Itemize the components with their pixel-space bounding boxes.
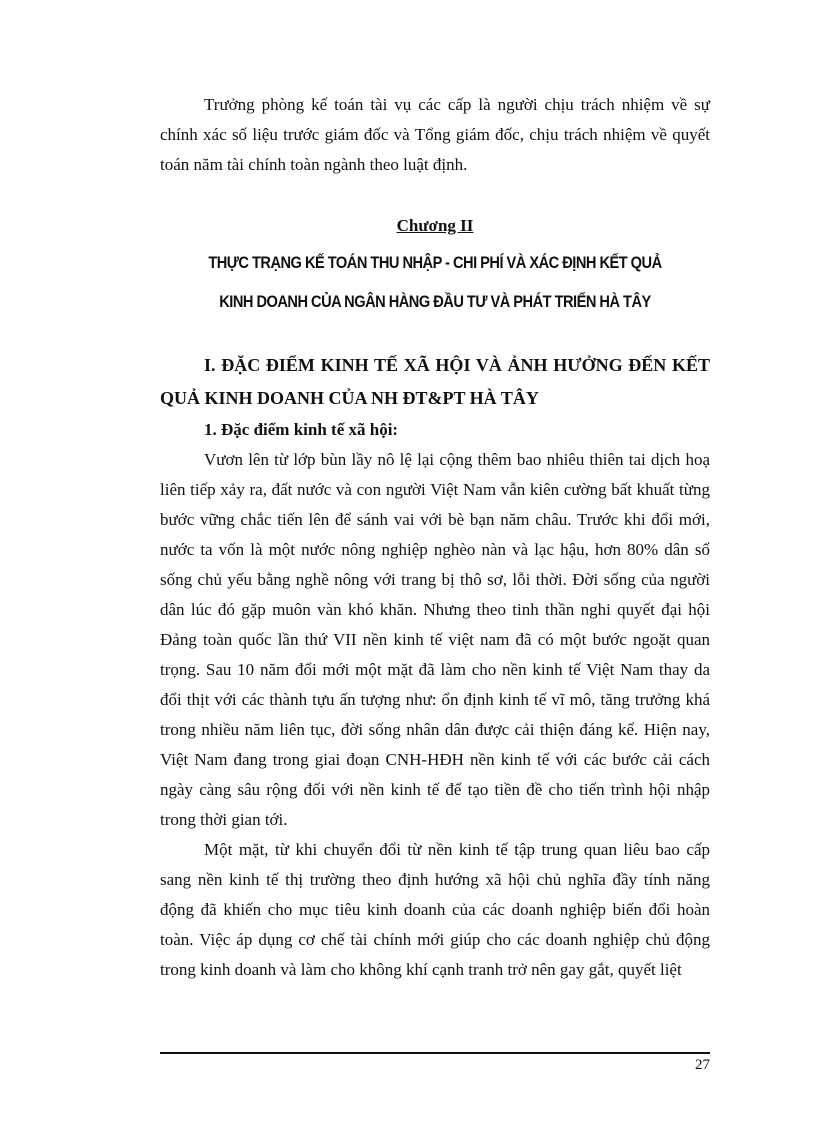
chapter-heading: Chương II [396, 216, 474, 235]
chapter-title-line-1: THỰC TRẠNG KẾ TOÁN THU NHẬP - CHI PHÍ VÀ XÁC ĐỊNH KẾT QUẢ [208, 253, 662, 272]
page-number: 27 [695, 1057, 710, 1073]
subsection-heading: 1. Đặc điểm kinh tế xã hội: [204, 420, 399, 439]
section-heading: I. ĐẶC ĐIỂM KINH TẾ XÃ HỘI VÀ ẢNH HƯỞNG ĐẾN KẾT QUẢ KINH DOANH CỦA NH ĐT&PT HÀ TÂY [160, 355, 710, 408]
body-paragraph-1: Vươn lên từ lớp bùn lầy nô lệ lại cộng thêm bao nhiêu thiên tai dịch hoạ liên tiếp xảy ra, đất nước và con người Việt Nam vẫn kiên cường bất khuất từng bước vững chắc tiến lên để sánh vai với bè bạn năm châu. Trước khi đổi mới, nước ta vốn là một nước nông nghiệp nghèo nàn và lạc hậu, hơn 80% dân số sống chủ yếu bằng nghề nông với trang bị thô sơ, lỗi thời. Đời sống của người dân lúc đó gặp muôn vàn khó khăn. Nhưng theo tinh thần nghi quyết đại hội Đảng toàn quốc lần thứ VII nền kinh tế việt nam đã có một bước ngoặt quan trọng. Sau 10 năm đổi mới một mặt đã làm cho nền kinh tế Việt Nam thay da đổi thịt với các thành tựu ấn tượng như: ổn định kinh tế vĩ mô, tăng trưởng khá trong nhiều năm liên tục, đời sống nhân dân được cải thiện đáng kể. Hiện nay, Việt Nam đang trong giai đoạn CNH-HĐH nền kinh tế với các bước cải cách ngày càng sâu rộng đối với nền kinh tế để tạo tiền đề cho tiến trình hội nhập trong thời gian tới. [160, 450, 710, 829]
chapter-title-line-2: KINH DOANH CỦA NGÂN HÀNG ĐẦU TƯ VÀ PHÁT TRIỂN HÀ TÂY [219, 292, 651, 311]
page-content [160, 90, 710, 985]
footer-divider [160, 1052, 710, 1054]
intro-paragraph: Trưởng phòng kế toán tài vụ các cấp là người chịu trách nhiệm về sự chính xác số liệu trước giám đốc và Tổng giám đốc, chịu trách nhiệm về quyết toán năm tài chính toàn ngành theo luật định. [160, 95, 710, 174]
body-paragraph-2: Một mặt, từ khi chuyển đổi từ nền kinh tế tập trung quan liêu bao cấp sang nền kinh tế thị trường theo định hướng xã hội chủ nghĩa đầy tính năng động đã khiến cho mục tiêu kinh doanh của các doanh nghiệp biến đổi hoàn toàn. Việc áp dụng cơ chế tài chính mới giúp cho các doanh nghiệp chủ động trong kinh doanh và làm cho không khí cạnh tranh trở nên gay gắt, quyết liệt [160, 840, 710, 979]
